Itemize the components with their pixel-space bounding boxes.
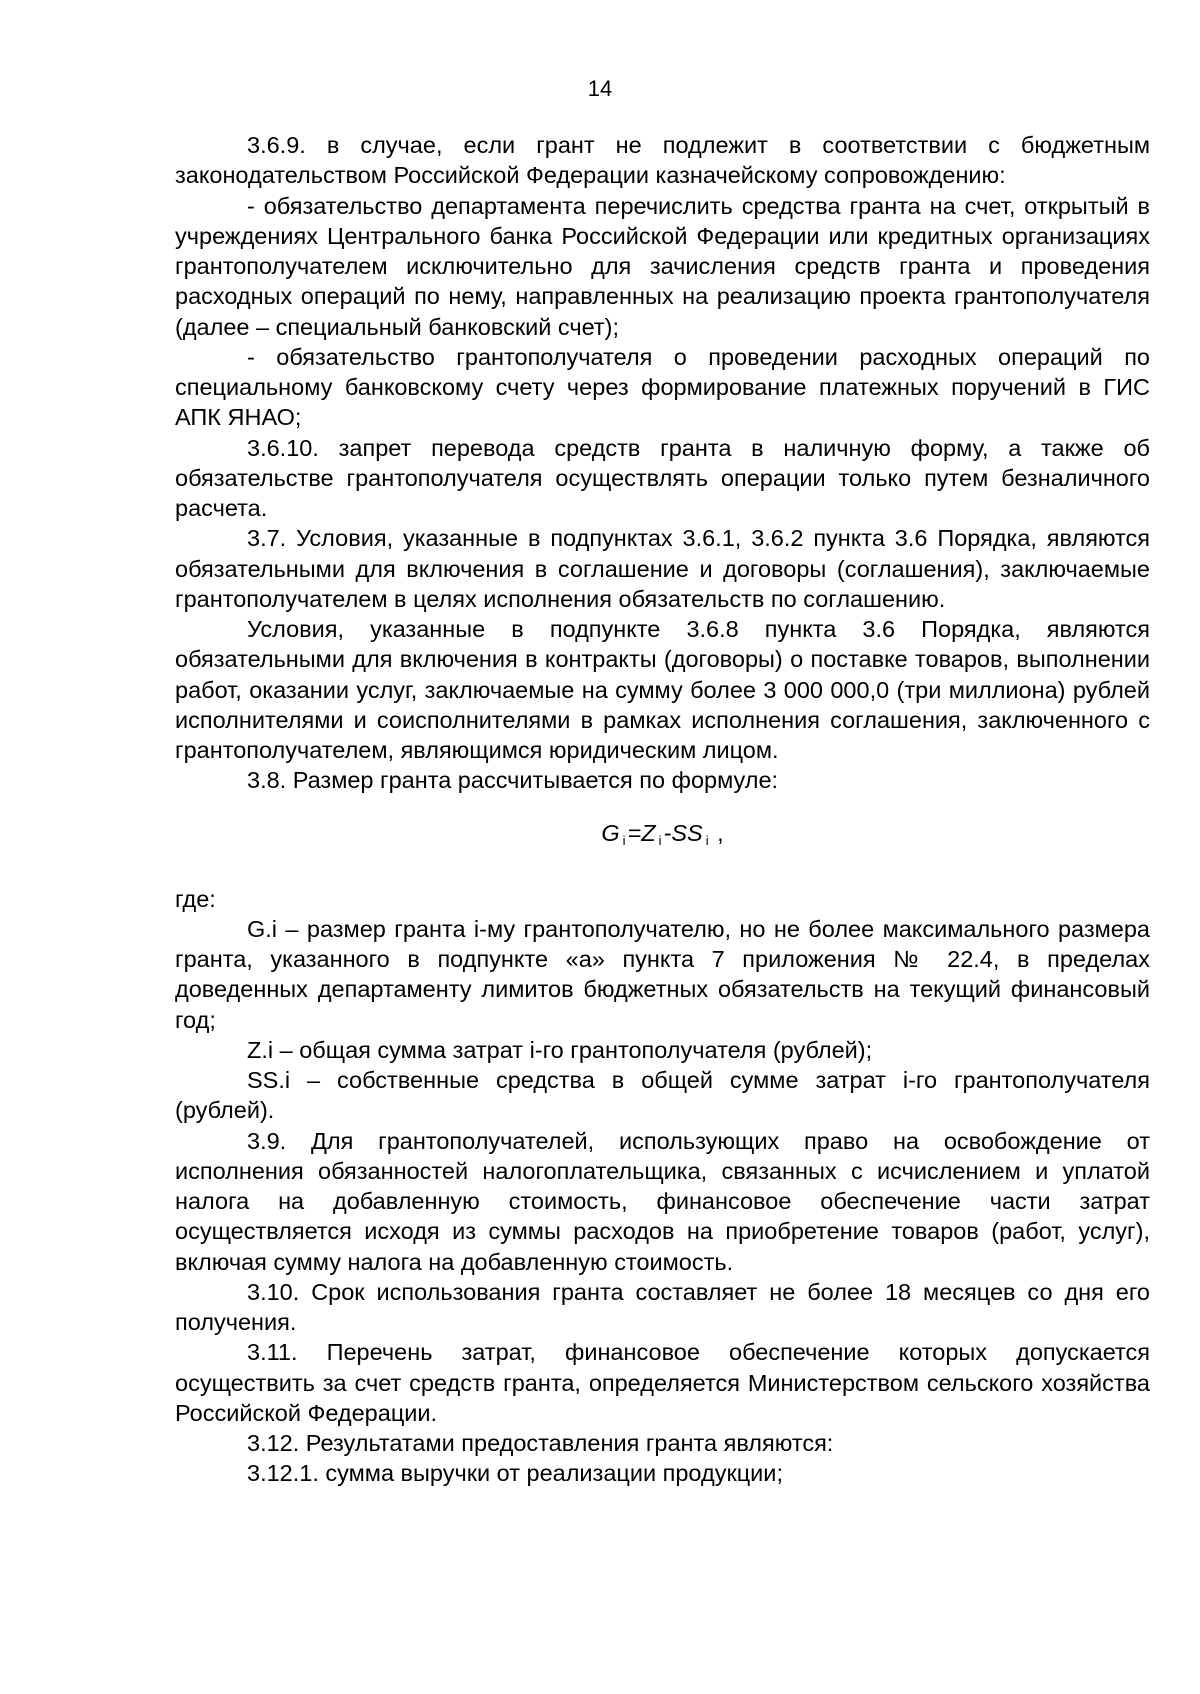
formula-minus-ss: -SS <box>663 819 703 846</box>
paragraph-3-11: 3.11. Перечень затрат, финансовое обеспечение которых допускается осуществить за счет средств гранта, определяется Министерством сельского хозяйства Российской Федерации. <box>175 1339 1150 1426</box>
formula-sub-i: i <box>658 832 662 848</box>
paragraph-3-6-9: 3.6.9. в случае, если грант не подлежит в соответствии с бюджетным законодательством Российской Федерации казначейскому сопровождению: <box>175 132 1150 189</box>
formula-eq-z: =Z <box>627 819 656 846</box>
definition-z-i: Z.i – общая сумма затрат i-го грантополучателя (рублей); <box>247 1036 873 1063</box>
formula-g: G <box>601 819 620 846</box>
paragraph-3-10: 3.10. Срок использования гранта составляет не более 18 месяцев со дня его получения. <box>175 1278 1150 1335</box>
paragraph-obligation-grantee: - обязательство грантополучателя о проведении расходных операций по специальному банковскому счету через формирование платежных поручений в ГИС АПК ЯНАО; <box>175 343 1150 431</box>
definition-g-i: G.i – размер гранта i-му грантополучателю, но не более максимального размера гранта, указанного в подпункте «а» пункта 7 приложения № 22.4, в пределах доведенных департаменту лимитов бюджетных обязательств на текущий финансовый год; <box>175 915 1150 1033</box>
formula-sub-i: i <box>622 832 626 848</box>
formula-trail: , <box>710 819 724 846</box>
paragraph-3-8: 3.8. Размер гранта рассчитывается по формуле: <box>247 767 779 794</box>
paragraph-3-9: 3.9. Для грантополучателей, использующих право на освобождение от исполнения обязанностей налогоплательщика, связанных с исчислением и уплатой налога на добавленную стоимость, финансовое обеспечение части затрат осуществляется исходя из суммы расходов на приобретение товаров (работ, услуг), включая сумму налога на добавленную стоимость. <box>175 1127 1150 1275</box>
definition-ss-i: SS.i – собственные средства в общей сумме затрат i-го грантополучателя (рублей). <box>175 1067 1150 1124</box>
paragraph-where: где: <box>175 885 216 912</box>
page-number: 14 <box>587 76 613 101</box>
document-body <box>175 130 1150 1489</box>
paragraph-conditions-3-6-8: Условия, указанные в подпункте 3.6.8 пункта 3.6 Порядка, являются обязательными для включения в контракты (договоры) о поставке товаров, выполнении работ, оказании услуг, заключаемые на сумму более 3 000 000,0 (три миллиона) рублей исполнителями и соисполнителями в рамках исполнения соглашения, заключенного с грантополучателем, являющимся юридическим лицом. <box>175 616 1150 763</box>
paragraph-3-7: 3.7. Условия, указанные в подпунктах 3.6.1, 3.6.2 пункта 3.6 Порядка, являются обязательными для включения в соглашение и договоры (соглашения), заключаемые грантополучателем в целях исполнения обязательств по соглашению. <box>175 525 1150 612</box>
grant-formula <box>175 818 1150 856</box>
formula-sub-i: i <box>705 832 709 848</box>
paragraph-3-12-1: 3.12.1. сумма выручки от реализации продукции; <box>247 1460 783 1487</box>
paragraph-3-12: 3.12. Результатами предоставления гранта являются: <box>247 1430 834 1456</box>
paragraph-3-6-10: 3.6.10. запрет перевода средств гранта в наличную форму, а также об обязательстве грантополучателя осуществлять операции только путем безналичного расчета. <box>175 434 1150 521</box>
paragraph-obligation-department: - обязательство департамента перечислить средства гранта на счет, открытый в учреждениях Центрального банка Российской Федерации или кредитных организациях грантополучателем исключительно для зачисления средств гранта и проведения расходных операций по нему, направленных на реализацию проекта грантополучателя (далее – специальный банковский счет); <box>175 192 1150 340</box>
